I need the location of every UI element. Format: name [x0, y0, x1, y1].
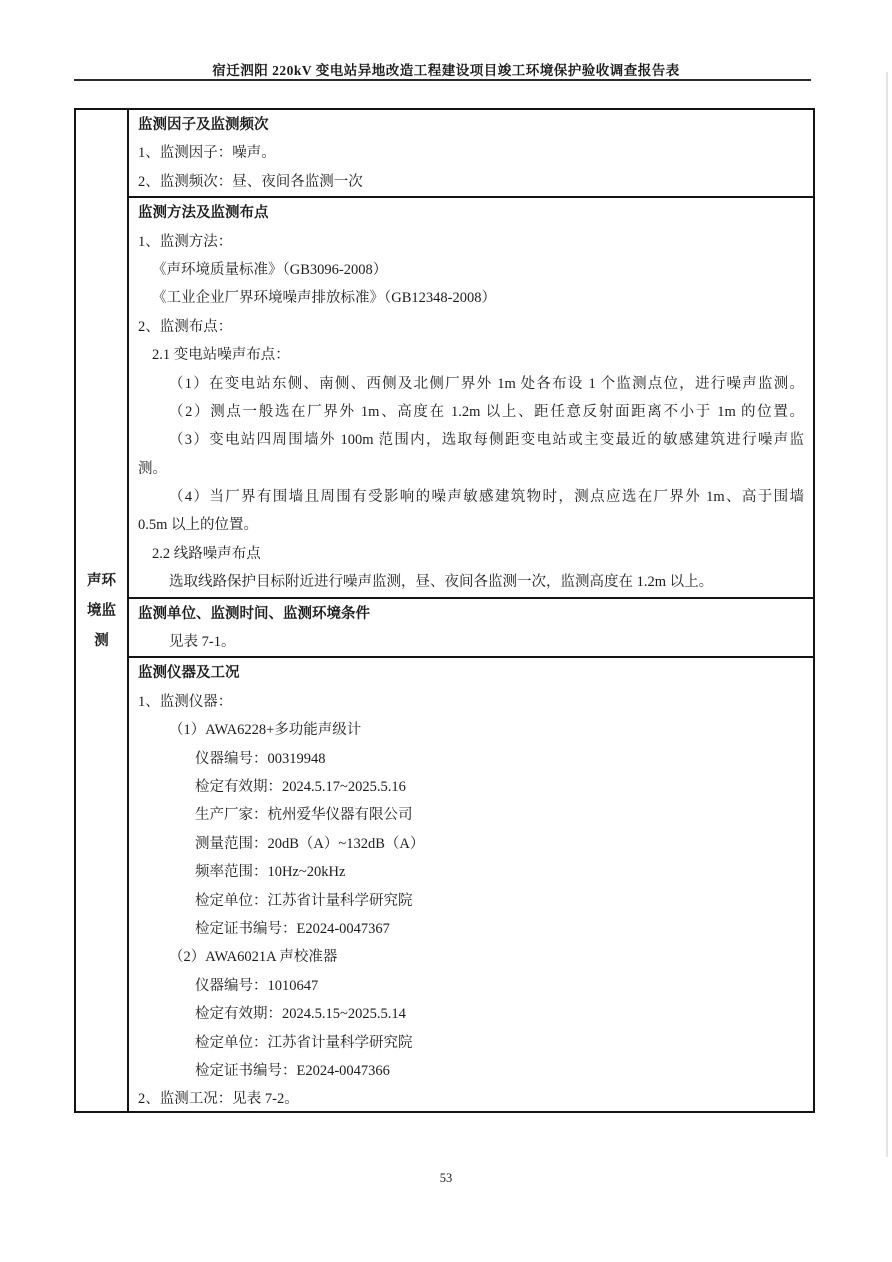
text-line: 选取线路保护目标附近进行噪声监测，昼、夜间各监测一次，监测高度在 1.2m 以上。 — [169, 574, 714, 591]
section-monitoring-factors — [129, 110, 813, 198]
section-header: 监测方法及监测布点 — [138, 205, 269, 222]
text-line: （2）AWA6021A 声校准器 — [169, 949, 338, 966]
text-line: 检定有效期：2024.5.15~2025.5.14 — [195, 1006, 406, 1023]
page-number: 53 — [439, 1171, 453, 1185]
text-line: 《工业企业厂界环境噪声排放标准》（GB12348-2008） — [152, 290, 496, 307]
text-line: 检定单位：江苏省计量科学研究院 — [195, 892, 413, 909]
section-header: 监测仪器及工况 — [138, 665, 240, 682]
text-line: 测量范围：20dB（A）~132dB（A） — [195, 835, 425, 852]
text-line: 2、监测频次：昼、夜间各监测一次 — [138, 173, 363, 190]
text-line: 2、监测布点： — [138, 318, 233, 335]
row-label-line: 境监 — [87, 602, 116, 619]
section-lines — [138, 688, 805, 1114]
text-line: （1）AWA6228+多功能声级计 — [169, 722, 362, 739]
document-header-title: 宿迁泗阳 220kV 变电站异地改造工程建设项目竣工环境保护验收调查报告表 — [212, 63, 680, 78]
text-line: 检定证书编号：E2024-0047367 — [195, 920, 390, 937]
row-label — [87, 566, 116, 656]
text-line: 检定证书编号：E2024-0047366 — [195, 1062, 390, 1079]
row-label-line: 测 — [94, 632, 109, 649]
section-instruments-and-conditions — [129, 658, 813, 1113]
text-line: 1、监测仪器： — [138, 693, 233, 710]
text-line: 仪器编号：1010647 — [195, 977, 319, 994]
text-line: 0.5m 以上的位置。 — [138, 517, 259, 534]
text-line: 见表 7-1。 — [169, 634, 236, 651]
text-line: 1、监测因子：噪声。 — [138, 145, 276, 162]
section-header: 监测因子及监测频次 — [138, 117, 269, 133]
header-rule — [74, 79, 811, 81]
section-monitoring-unit-time-conditions — [129, 599, 813, 659]
text-line: （4）当厂界有围墙且周围有受影响的噪声敏感建筑物时，测点应选在厂界外 1m、高于围墙 — [169, 489, 804, 506]
text-line: （3）变电站四周围墙外 100m 范围内，选取每侧距变电站或主变最近的敏感建筑进行噪声监 — [169, 432, 804, 449]
text-line: 《声环境质量标准》（GB3096-2008） — [152, 261, 388, 278]
section-monitoring-methods — [129, 198, 813, 598]
text-line: 测。 — [138, 460, 167, 477]
row-label-cell — [76, 110, 129, 1111]
text-line: 检定有效期：2024.5.17~2025.5.16 — [195, 778, 406, 795]
text-line: 2.2 线路噪声布点 — [152, 545, 261, 562]
text-line: 生产厂家：杭州爱华仪器有限公司 — [195, 807, 413, 824]
section-lines — [138, 228, 805, 597]
page-scan-edge — [886, 72, 888, 1157]
monitoring-report-table — [74, 108, 815, 1113]
section-lines — [138, 139, 805, 196]
section-lines — [138, 628, 805, 656]
text-line: 检定单位：江苏省计量科学研究院 — [195, 1034, 413, 1051]
text-line: 仪器编号：00319948 — [195, 750, 326, 767]
section-header: 监测单位、监测时间、监测环境条件 — [138, 605, 370, 622]
text-line: 1、监测方法： — [138, 233, 233, 250]
content-cell — [129, 110, 813, 1111]
text-line: （1）在变电站东侧、南侧、西侧及北侧厂界外 1m 处各布设 1 个监测点位，进行噪声监测。 — [169, 375, 804, 392]
text-line: 频率范围：10Hz~20kHz — [195, 864, 346, 881]
text-line: 2、监测工况：见表 7-2。 — [138, 1091, 299, 1108]
row-label-line: 声环 — [87, 572, 116, 589]
text-line: 2.1 变电站噪声布点： — [152, 347, 290, 364]
text-line: （2）测点一般选在厂界外 1m、高度在 1.2m 以上、距任意反射面距离不小于 1m 的位置。 — [169, 403, 804, 420]
